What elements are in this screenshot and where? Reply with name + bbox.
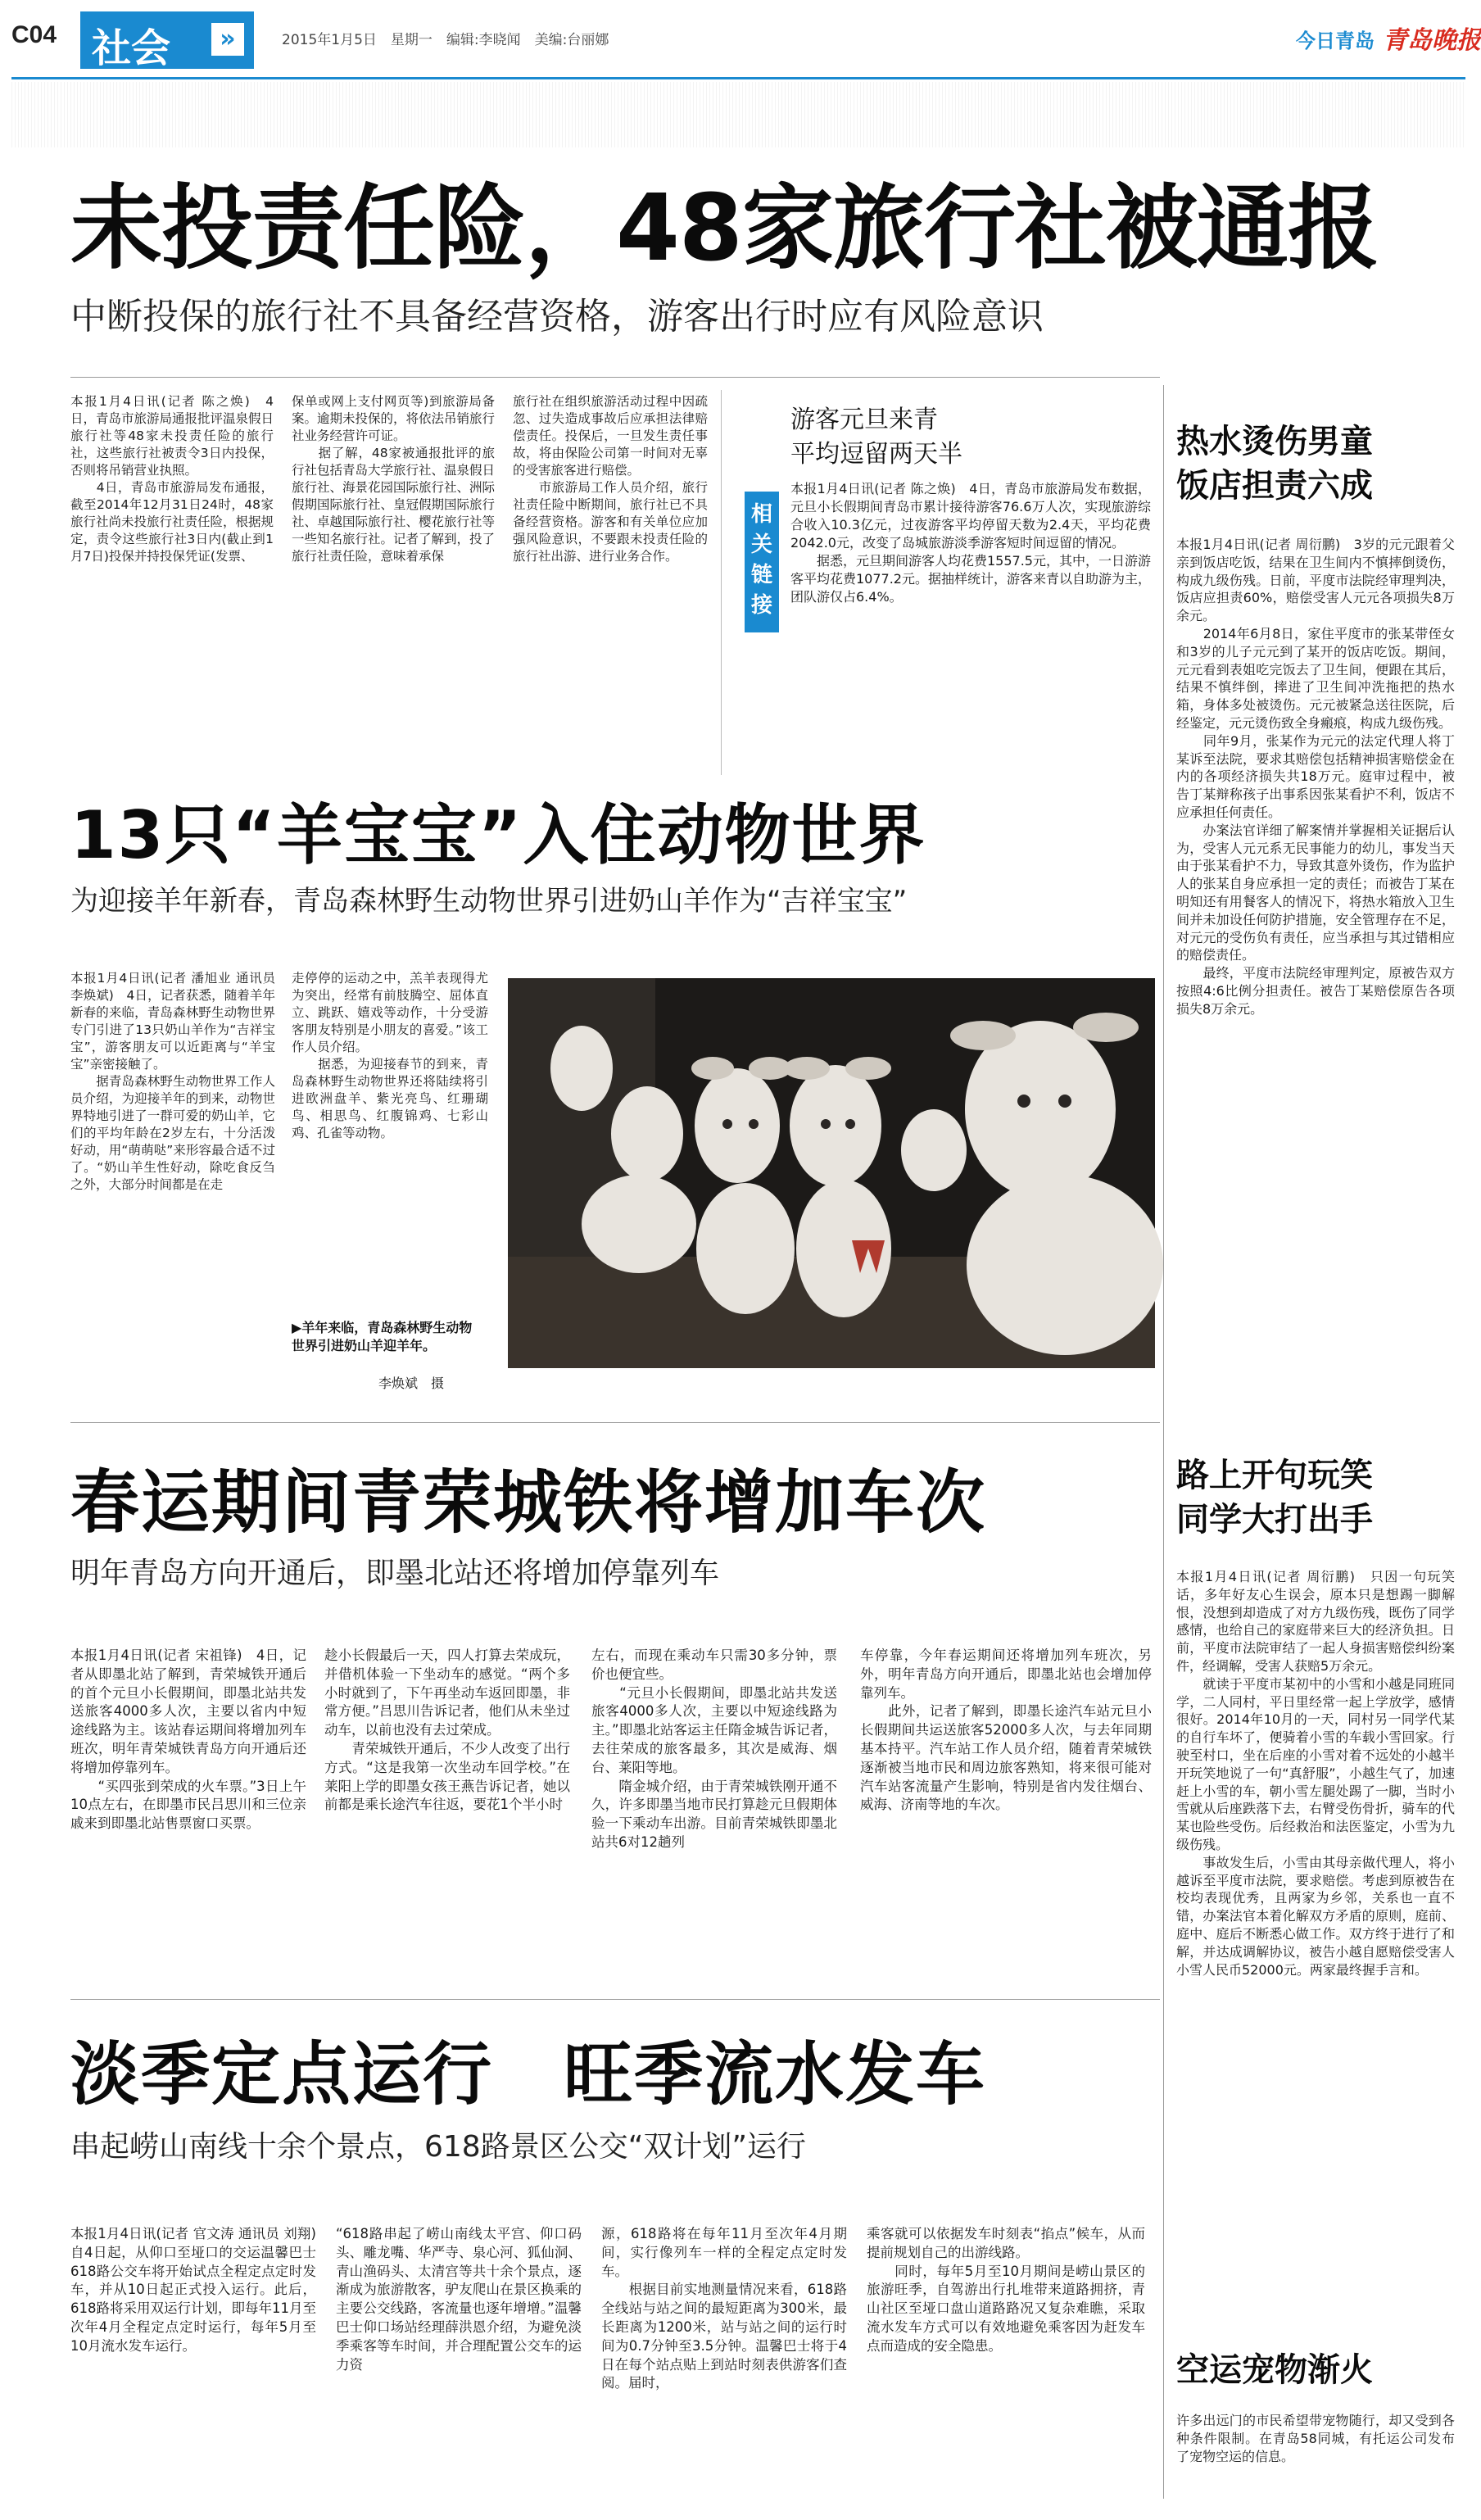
photo-credit: 李焕斌 摄 bbox=[378, 1376, 445, 1391]
double-chevron-icon: » bbox=[211, 23, 244, 56]
article3-headline: 春运期间青荣城铁将增加车次 bbox=[70, 1462, 987, 1543]
side1-body: 本报1月4日讯(记者 周衍鹏) 3岁的元元跟着父亲到饭店吃饭，结果在卫生间内不慎摔倒烫伤，构成九级伤残。日前，平度市法院经审理判决，饭店应担责60%，赔偿受害人元元各项损失8万余元。 2014年6月8日，家住平度市的张某带侄女和3岁的儿子元元到了某开的饭店吃饭。期间，元元看到表姐吃完饭去了卫生间，便跟在其后，结果不慎绊倒，摔进了卫生间冲洗拖把的热水箱，身体多处被烫伤。元元被紧急送往医院，后经鉴定，元元烫伤致全身瘢痕，构成九级伤残。 同年9月，张某作为元元的法定代理人将丁某诉至法院，要求其赔偿包括精神损害赔偿金在内的各项经济损失共18万元。庭审过程中，被告丁某辩称孩子出事系因张某看护不利，饭店不应承担任何责任。 办案法官详细了解案情并掌握相关证据后认为，受害人元元系无民事能力的幼儿，事发当天由于张某看护不力，导致其意外烫伤，作为监护人的张某自身应承担一定的责任；而被告丁某在明知还有用餐客人的情况下，将热水箱放入卫生间并未加设任何防护措施，安全管理存在不足，对元元的受伤负有责任，应当承担与其过错相应的赔偿责任。 最终，平度市法院经审理判定，原被告双方按照4:6比例分担责任。被告丁某赔偿原告各项损失8万余元。 bbox=[1176, 537, 1455, 1017]
side3-body: 许多出远门的市民希望带宠物随行，却又受到各种条件限制。在青岛58同城，有托运公司发布了宠物空运的信息。 bbox=[1176, 2413, 1455, 2464]
article1-subtitle: 中断投保的旅行社不具备经营资格，游客出行时应有风险意识 bbox=[70, 296, 1044, 338]
section-label: 社会 bbox=[92, 25, 171, 71]
related-link-box bbox=[721, 390, 1163, 775]
article1-headline: 未投责任险，48家旅行社被通报 bbox=[70, 175, 1379, 282]
brand-logo: 青岛晚报 bbox=[1383, 26, 1481, 55]
article3-col3: 左右，而现在乘动车只需30多分钟，票价也便宜些。 “元旦小长假期间，即墨北站共发送旅客4000多人次，主要以中短途线路为主。”即墨北站客运主任隋金城告诉记者，去往荣成的旅客最多，其次是威海、烟台、莱阳等地。 隋金城介绍，由于青荣城铁刚开通不久，许多即墨当地市民打算趁元旦假期体验一下乘动车出游。目前青荣城铁即墨北站共6对12趟列 bbox=[591, 1648, 837, 1850]
article3-rule bbox=[70, 1999, 1160, 2000]
article2-headline: 13只“羊宝宝”入住动物世界 bbox=[70, 797, 926, 873]
header-rule bbox=[11, 77, 1465, 79]
article4-col1: 本报1月4日讯(记者 官文涛 通讯员 刘翔) 自4日起，从仰口至垭口的交运温馨巴士618路公交车将开始试点全程定点定时发车，并从10日起正式投入运行。此后，618路将采用双运行计划，即每年11月至次年4月全程定点定时运行，每年5月至10月流水发车运行。 bbox=[70, 2226, 330, 2354]
edition-label: 今日青岛 bbox=[1296, 29, 1375, 52]
article3-col4: 车停靠，今年春运期间还将增加列车班次，另外，明年青岛方向开通后，即墨北站也会增加停靠列车。 此外，记者了解到，即墨长途汽车站元旦小长假期间共运送旅客52000多人次，与去年同期基本持平。汽车站工作人员介绍，随着青荣城铁逐渐被当地市民和周边旅客熟知，将来很可能对汽车站客流量产生影响，特别是省内发往烟台、威海、济南等地的车次。 bbox=[860, 1648, 1152, 1813]
article3-subtitle: 明年青岛方向开通后，即墨北站还将增加停靠列车 bbox=[70, 1557, 720, 1590]
related-link-tag bbox=[745, 492, 779, 632]
article4-headline: 淡季定点运行 旺季流水发车 bbox=[70, 2034, 987, 2114]
article2-subtitle: 为迎接羊年新春，青岛森林野生动物世界引进奶山羊作为“吉祥宝宝” bbox=[70, 885, 908, 918]
article4-col2: “618路串起了崂山南线太平宫、仰口码头、雕龙嘴、华严寺、泉心河、狐仙洞、青山渔码头、太清宫等共十余个景点，逐渐成为旅游散客，驴友爬山在景区换乘的主要公交线路，客流量也逐年增增。”温馨巴士仰口场站经理薛洪恩介绍，为避免淡季乘客等车时间，并合理配置公交车的运力资 bbox=[336, 2226, 582, 2373]
photo-caption: ▶羊年来临，青岛森林野生动物世界引进奶山羊迎羊年。 bbox=[292, 1320, 473, 1353]
article2-col2: 走停停的运动之中，羔羊表现得尤为突出，经常有前肢腾空、屈体直立、跳跃、嬉戏等动作，十分受游客朋友特别是小朋友的喜爱。”该工作人员介绍。 据悉，为迎接春节的到来，青岛森林野生动物世界还将陆续将引进欧洲盘羊、紫光亮鸟、红珊瑚鸟、相思鸟、红腹锦鸡、七彩山鸡、孔雀等动物。 bbox=[292, 971, 488, 1140]
goats-illustration bbox=[508, 978, 1155, 1368]
goats-photo bbox=[508, 978, 1155, 1368]
side2-body: 本报1月4日讯(记者 周衍鹏) 只因一句玩笑话，多年好友心生误会，原本只是想踢一脚解恨，没想到却造成了对方九级伤残，既伤了同学感情，也给自己的家庭带来巨大的经济负担。日前，平度市法院审结了一起人身损害赔偿纠纷案件，经调解，受害人获赔5万余元。 就读于平度市某初中的小雪和小越是同班同学，二人同村，平日里经常一起上学放学，感情很好。2014年10月的一天，同村另一同学代某的自行车坏了，便骑着小雪的车载小雪回家。行驶至村口，坐在后座的小雪对着不远处的小越半开玩笑地说了一句“真舒服”，小越生气了，加速赶上小雪的车，朝小雪左腿处踢了一脚，当时小雪就从后座跌落下去，右臂受伤骨折，骑车的代某也险些受伤。后经救治和法医鉴定，小雪为九级伤残。 事故发生后，小雪由其母亲做代理人，将小越诉至平度市法院，要求赔偿。考虑到原被告在校均表现优秀，且两家为乡邻，关系也一直不错，办案法官本着化解双方矛盾的原则，庭前、庭中、庭后不断悉心做工作。双方终于进行了和解，并达成调解协议，被告小越自愿赔偿受害人小雪人民币52000元。两家最终握手言和。 bbox=[1176, 1569, 1455, 1978]
article1-rule bbox=[70, 377, 1160, 378]
related-link-body: 本报1月4日讯(记者 陈之焕) 4日，青岛市旅游局发布数据，元旦小长假期间青岛市累计接待游客76.6万人次，实现旅游综合收入10.3亿元，过夜游客平均停留天数为2.4天，平均花费2042.0元，改变了岛城旅游淡季游客短时间逗留的情况。 据悉，元旦期间游客人均花费1557.5元，其中，一日游游客平均花费1077.2元。据抽样统计，游客来青以自助游为主，团队游仅占6.4%。 bbox=[790, 481, 1151, 605]
header-meta: 2015年1月5日 星期一 编辑:李晓闻 美编:台丽娜 bbox=[282, 32, 609, 48]
section-badge bbox=[80, 11, 254, 69]
article2-rule bbox=[70, 1422, 1160, 1423]
related-link-label: 相关链接 bbox=[750, 502, 772, 618]
sidebar-divider bbox=[1163, 385, 1164, 2499]
article4-subtitle: 串起崂山南线十余个景点，618路景区公交“双计划”运行 bbox=[70, 2130, 807, 2164]
side3-headline: 空运宠物渐火 bbox=[1176, 2351, 1373, 2389]
article3-col2: 趁小长假最后一天，四人打算去荣成玩，并借机体验一下坐动车的感觉。“两个多小时就到了，下午再坐动车返回即墨，非常方便。”吕思川告诉记者，他们从未坐过动车，以前也没有去过荣成。 青荣城铁开通后，不少人改变了出行方式。“这是我第一次坐动车回学校。”在莱阳上学的即墨女孩王燕告诉记者，她以前都是乘长途汽车往返，要花1个半小时 bbox=[324, 1648, 570, 1813]
side2-headline: 路上开句玩笑 同学大打出手 bbox=[1176, 1457, 1373, 1539]
article1-col1: 本报1月4日讯(记者 陈之焕) 4日，青岛市旅游局通报批评温泉假日旅行社等48家未投责任险的旅行社，这些旅行社被责令3日内投保，否则将吊销营业执照。 4日，青岛市旅游局发布通报，截至2014年12月31日24时，48家旅行社尚未投旅行社责任险，根据规定，责令这些旅行社3日内(截止到1月7日)投保并持投保凭证(发票、 bbox=[70, 394, 274, 564]
article1-col3: 旅行社在组织旅游活动过程中因疏忽、过失造成事故后应承担法律赔偿责任。投保后，一旦发生责任事故，将由保险公司第一时间对无辜的受害旅客进行赔偿。 市旅游局工作人员介绍，旅行社责任险中断期间，旅行社已不具备经营资格。游客和有关单位应加强风险意识，不要跟未投责任险的旅行社出游、进行业务合作。 bbox=[513, 394, 708, 564]
article3-col1: 本报1月4日讯(记者 宋祖锋) 4日，记者从即墨北站了解到，青荣城铁开通后的首个元旦小长假期间，即墨北站共发送旅客4000多人次，主要以省内中短途线路为主。该站春运期间将增加列车班次，明年青荣城铁青岛方向开通后还将增加停靠列车。 “买四张到荣成的火车票。”3日上午10点左右，在即墨市民吕思川和三位亲戚来到即墨北站售票窗口买票。 bbox=[70, 1648, 306, 1832]
article2-col1: 本报1月4日讯(记者 潘旭业 通讯员 李焕斌) 4日，记者获悉，随着羊年新春的来临，青岛森林野生动物世界专门引进了13只奶山羊作为“吉祥宝宝”，游客朋友可以近距离与“羊宝宝”亲密接触了。 据青岛森林野生动物世界工作人员介绍，为迎接羊年的到来，动物世界特地引进了一群可爱的奶山羊，它们的平均年龄在2岁左右，十分活泼好动，用“萌萌哒”来形容最合适不过了。“奶山羊生性好动，除吃食反刍之外，大部分时间都是在走 bbox=[70, 971, 275, 1192]
article4-col3: 源，618路将在每年11月至次年4月期间，实行像列车一样的全程定点定时发车。 根据目前实地测量情况来看，618路全线站与站之间的最短距离为300米，最长距离为1200米，站与站之间的运行时间为0.7分钟至3.5分钟。温馨巴士将于4日在每个站点贴上到站时刻表供游客们查阅。届时， bbox=[601, 2226, 847, 2391]
side1-headline: 热水烫伤男童 饭店担责六成 bbox=[1176, 423, 1373, 505]
related-link-title: 游客元旦来青 平均逗留两天半 bbox=[790, 406, 962, 469]
article4-col4: 乘客就可以依据发车时刻表“掐点”候车，从而提前规划自己的出游线路。 同时，每年5月至10月期间是崂山景区的旅游旺季，自驾游出行扎堆带来道路拥挤，青山社区至垭口盘山道路路况又复杂难瞧，采取流水发车方式可以有效地避免乘客因为赶发车点而造成的安全隐患。 bbox=[867, 2226, 1145, 2354]
article1-col2: 保单或网上支付网页等)到旅游局备案。逾期未投保的，将依法吊销旅行社业务经营许可证。 据了解，48家被通报批评的旅行社包括青岛大学旅行社、温泉假日旅行社、海景花园国际旅行社、洲际假期国际旅行社、皇冠假期国际旅行社、卓越国际旅行社、樱花旅行社等一些知名旅行社。记者了解到，投了旅行社责任险，意味着承保 bbox=[292, 394, 496, 564]
header-hatch bbox=[11, 82, 1465, 147]
page-number: C04 bbox=[11, 21, 57, 48]
